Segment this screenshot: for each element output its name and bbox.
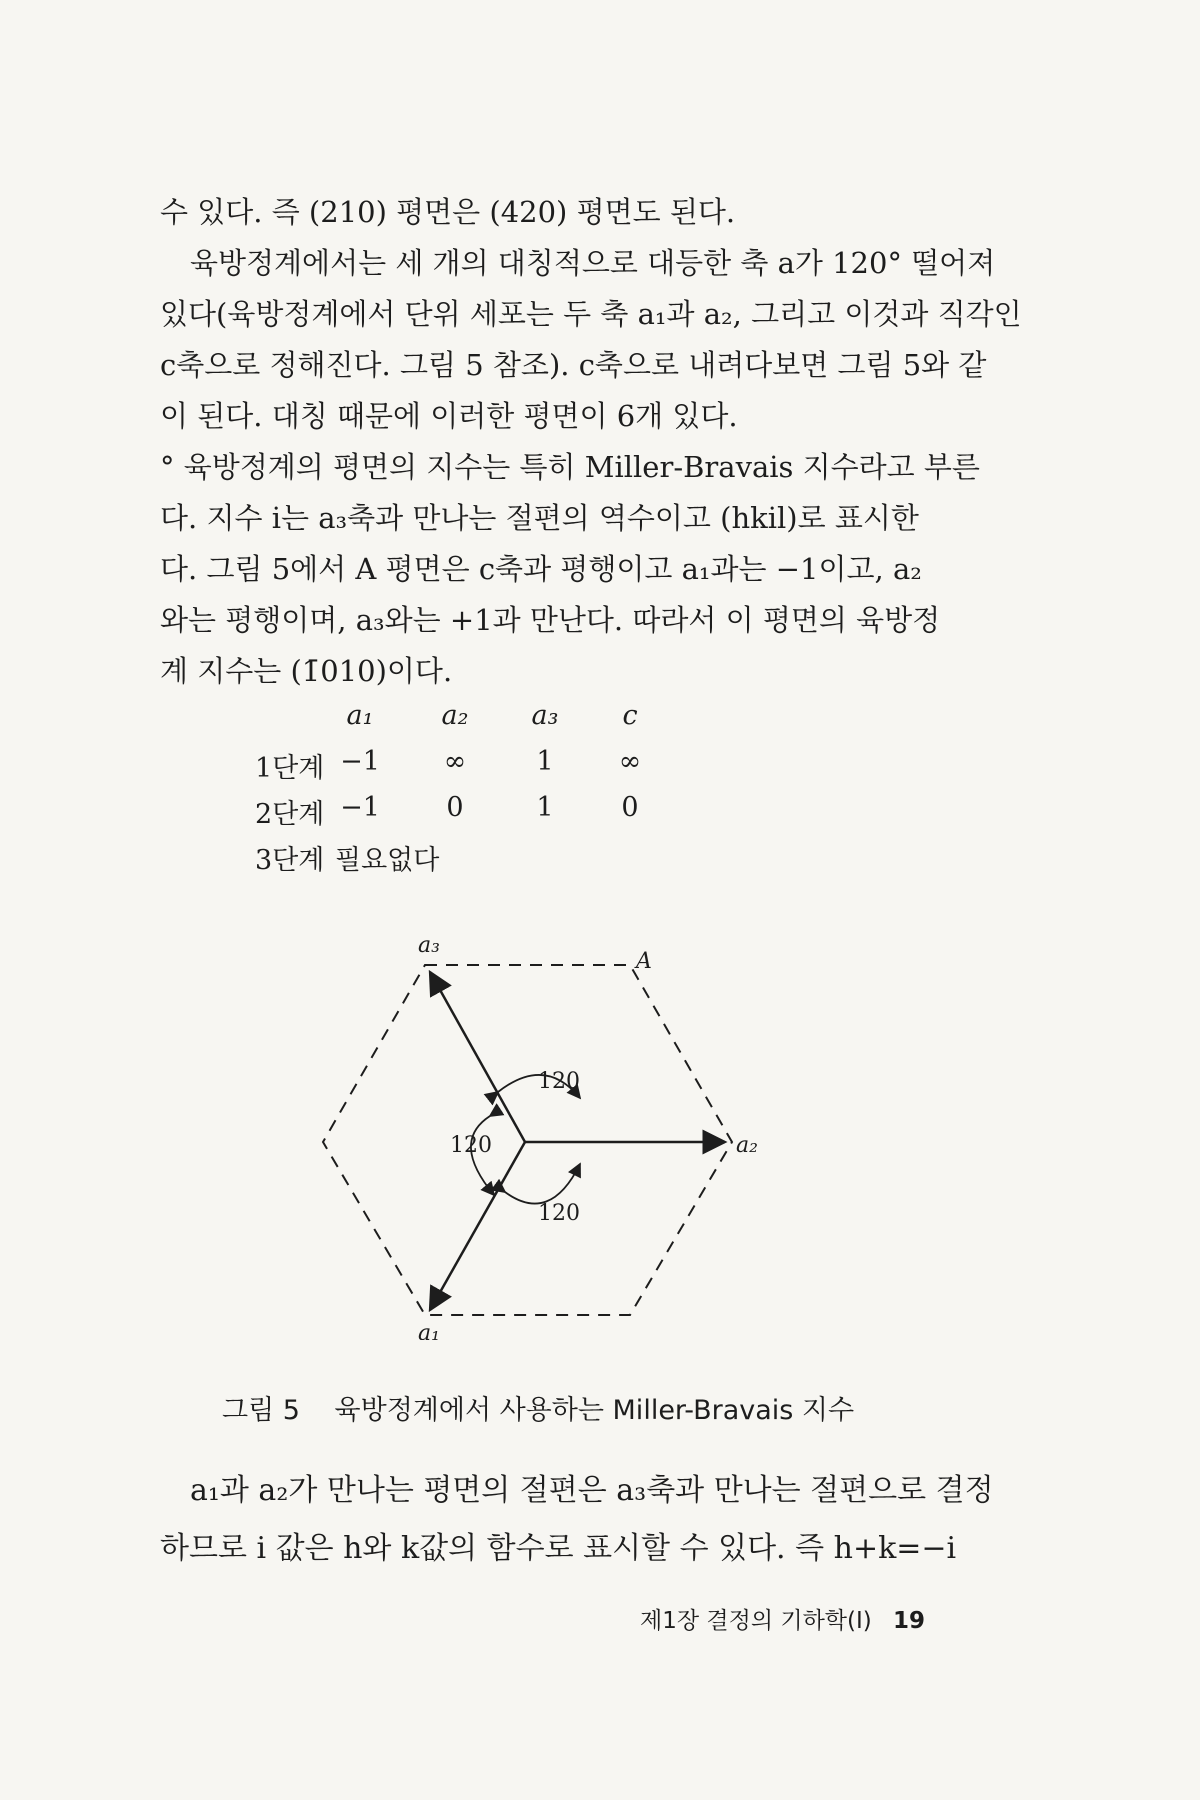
label-plane-a: A xyxy=(636,949,652,974)
text-line: 이 된다. 대칭 때문에 이러한 평면이 6개 있다. xyxy=(160,399,738,433)
label-a3: a₃ xyxy=(418,933,440,958)
text-line: 다. 지수 i는 a₃축과 만나는 절편의 역수이고 (hkil)로 표시한 xyxy=(160,501,919,535)
text-line: 있다(육방정계에서 단위 세포는 두 축 a₁과 a₂, 그리고 이것과 직각인 xyxy=(160,297,1022,331)
step-value: 1 xyxy=(536,792,554,823)
axis-a3 xyxy=(430,972,525,1142)
hexagon-outline xyxy=(323,965,732,1315)
header-c: c xyxy=(622,700,638,731)
header-a1: a₁ xyxy=(346,700,374,731)
step-label: 3단계 xyxy=(255,845,325,876)
angle-label: 120 xyxy=(538,1069,580,1094)
label-a2: a₂ xyxy=(736,1133,758,1158)
paragraph-miller-bravais xyxy=(160,442,1000,697)
text-line: ° 육방정계의 평면의 지수는 특히 Miller-Bravais 지수라고 부른 xyxy=(160,450,980,484)
hexagonal-axes-figure xyxy=(300,920,800,1340)
chapter-title: 제1장 결정의 기하학(Ⅰ) xyxy=(640,1608,872,1634)
step-value: 필요없다 xyxy=(335,845,440,876)
step-value: 1 xyxy=(536,746,554,777)
text-line: 와는 평행이며, a₃와는 +1과 만난다. 따라서 이 평면의 육방정 xyxy=(160,603,941,637)
step-value: 0 xyxy=(621,792,639,823)
angle-label: 120 xyxy=(450,1133,492,1158)
page-number: 19 xyxy=(893,1608,926,1634)
text-line: 계 지수는 (1̄010)이다. xyxy=(160,654,453,688)
step-value: 0 xyxy=(446,792,464,823)
step-value: ∞ xyxy=(618,746,642,777)
angle-arc-bottom xyxy=(505,1164,580,1204)
header-a3: a₃ xyxy=(531,700,559,731)
paragraph-intercept xyxy=(160,1462,1000,1578)
paragraph-1 xyxy=(160,187,1000,238)
step-value: −1 xyxy=(340,746,380,777)
page-footer xyxy=(640,1602,925,1635)
header-a2: a₂ xyxy=(441,700,469,731)
figure-caption-text: 육방정계에서 사용하는 Miller-Bravais 지수 xyxy=(334,1395,855,1426)
text-line: c축으로 정해진다. 그림 5 참조). c축으로 내려다보면 그림 5와 같 xyxy=(160,348,987,382)
figure-number: 그림 5 xyxy=(222,1395,300,1426)
axis-a1 xyxy=(430,1142,525,1310)
text-line: 육방정계에서는 세 개의 대칭적으로 대등한 축 a가 120° 떨어져 xyxy=(190,246,996,280)
step-label: 1단계 xyxy=(255,753,325,784)
step-value: ∞ xyxy=(443,746,467,777)
figure-caption xyxy=(222,1388,854,1427)
step-label: 2단계 xyxy=(255,799,325,830)
text-line: 수 있다. 즉 (210) 평면은 (420) 평면도 된다. xyxy=(160,195,736,229)
step-value: −1 xyxy=(340,792,380,823)
paragraph-hexagonal-axes xyxy=(160,238,1022,442)
angle-label: 120 xyxy=(538,1201,580,1226)
text-line: 다. 그림 5에서 A 평면은 c축과 평행이고 a₁과는 −1이고, a₂ xyxy=(160,552,922,586)
text-line: 하므로 i 값은 h와 k값의 함수로 표시할 수 있다. 즉 h+k=−i xyxy=(160,1531,957,1566)
text-line: a₁과 a₂가 만나는 평면의 절편은 a₃축과 만나는 절편으로 결정 xyxy=(190,1473,994,1508)
label-a1: a₁ xyxy=(418,1321,440,1340)
